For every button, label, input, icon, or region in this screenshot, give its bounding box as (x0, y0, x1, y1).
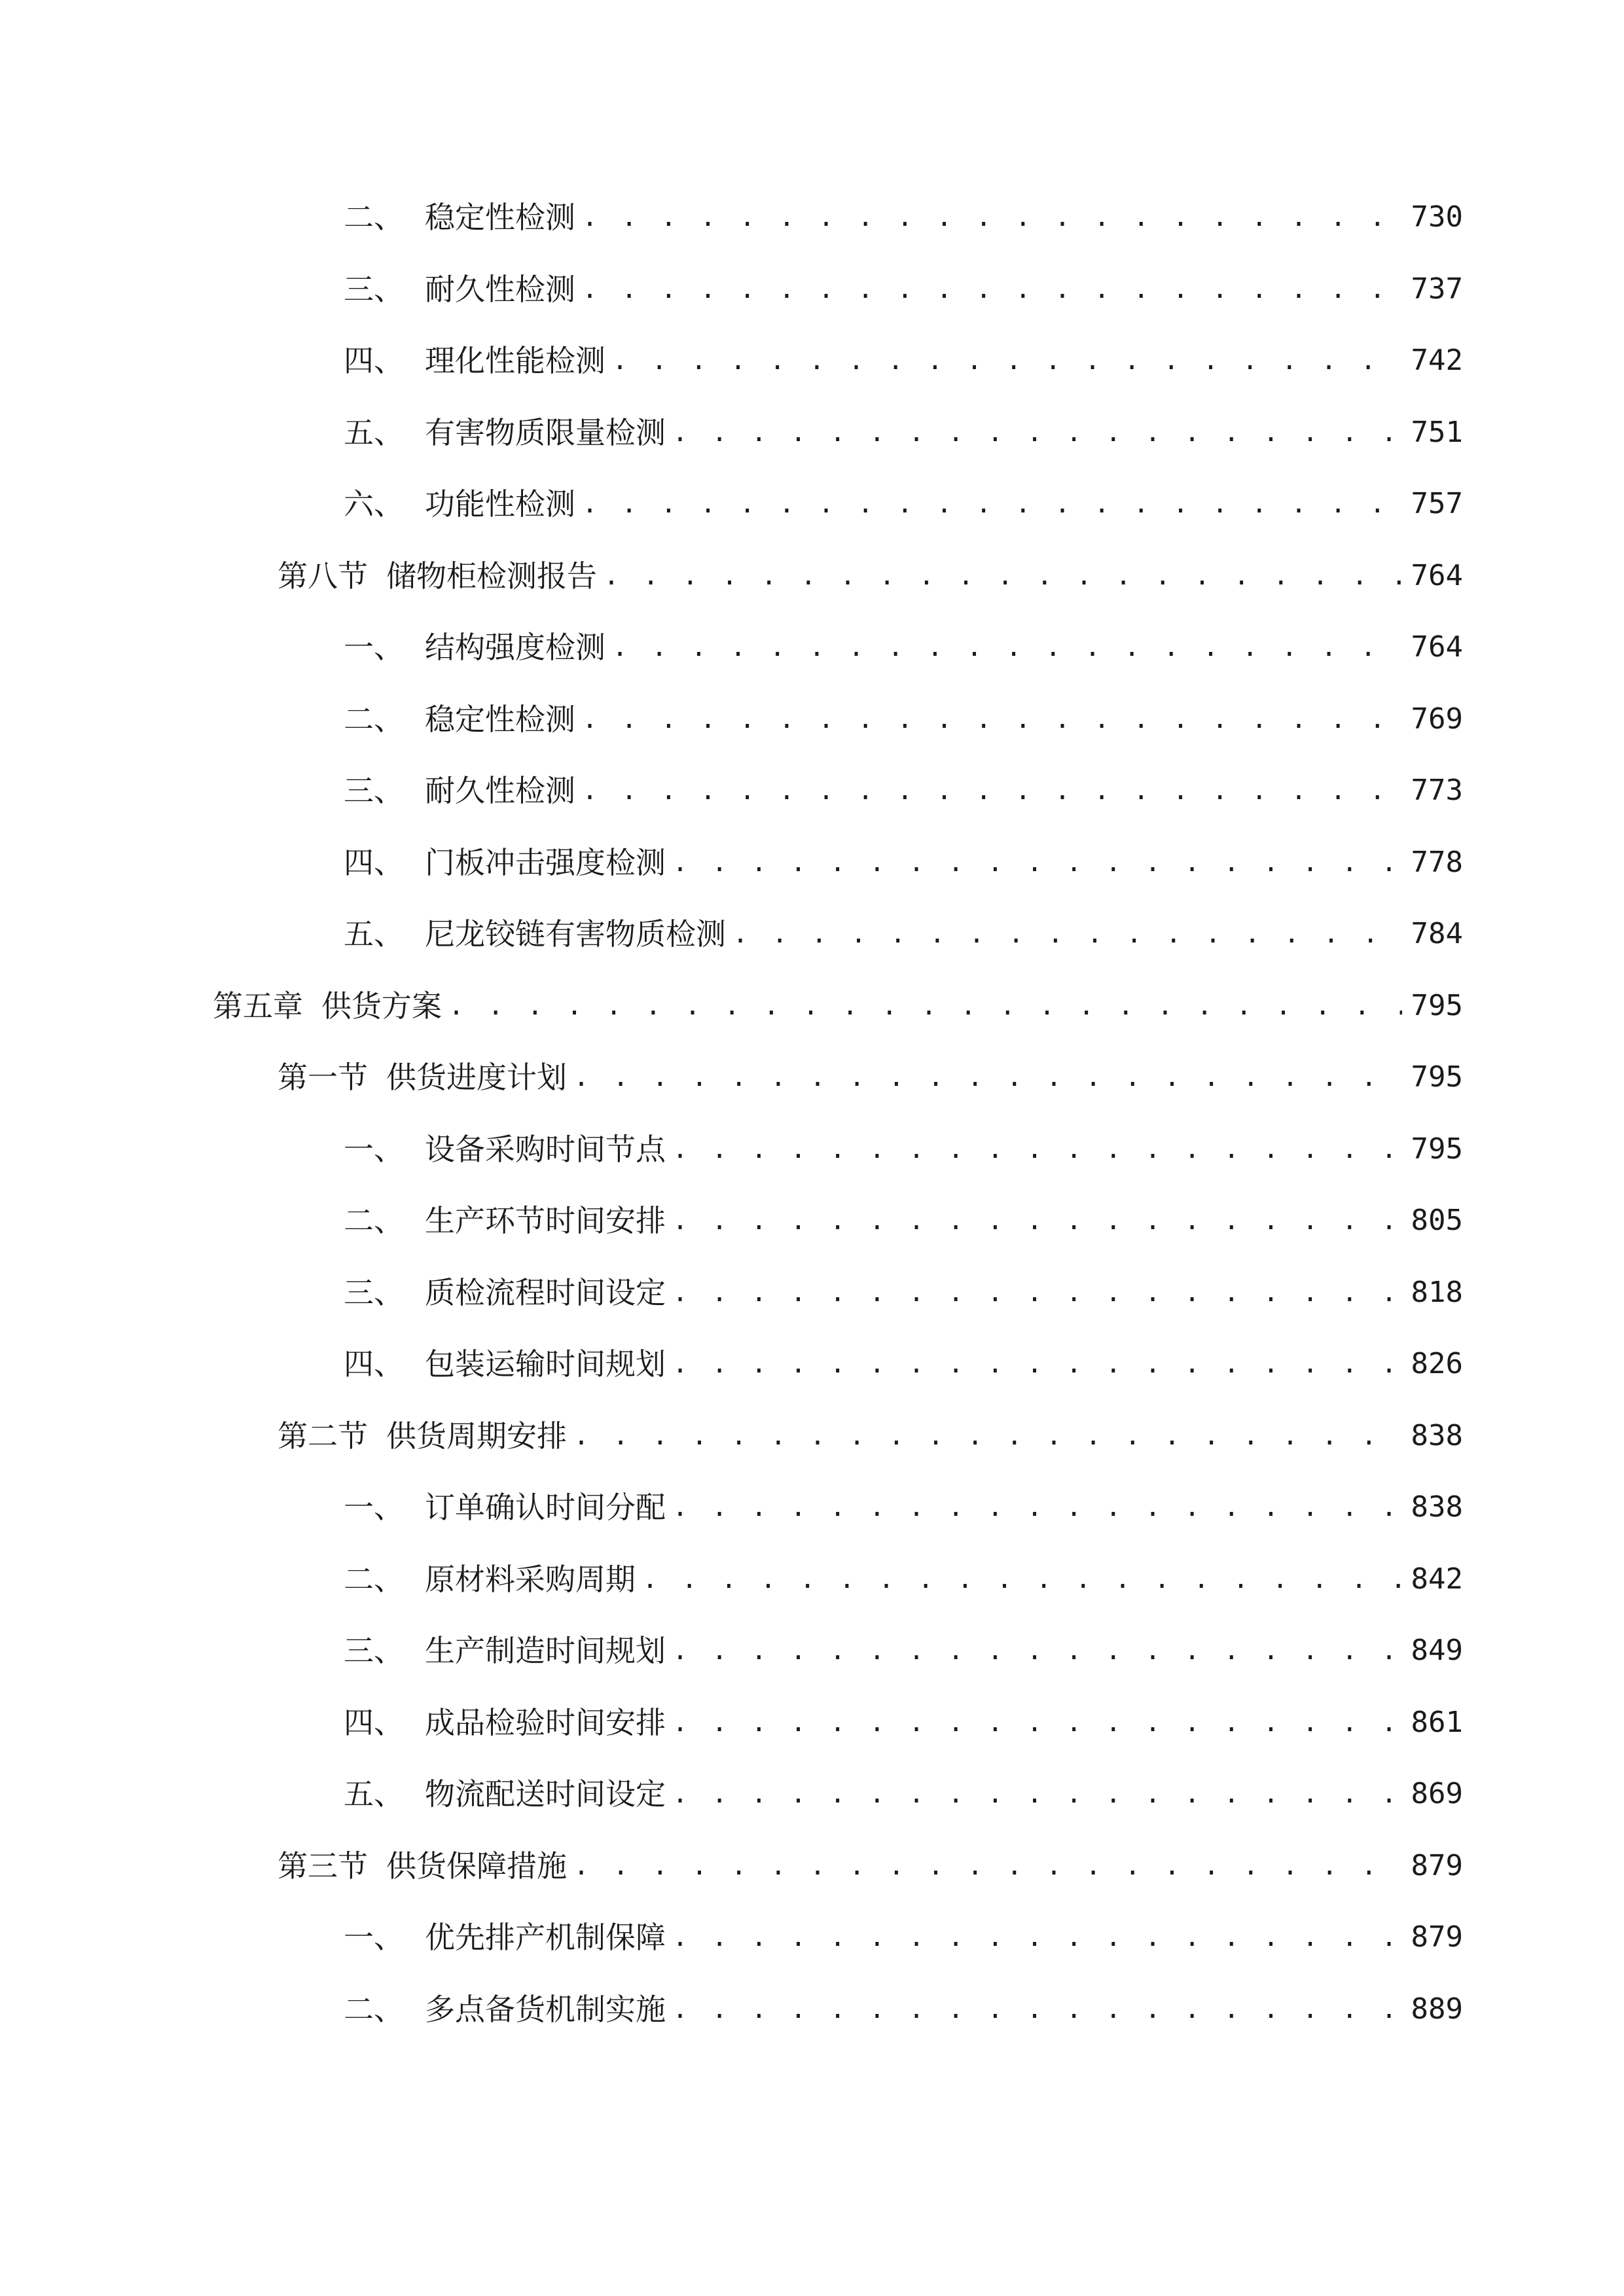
toc-entry-page: 764 (1411, 630, 1463, 664)
toc-entry-page: 784 (1411, 917, 1463, 950)
dot-leader (448, 980, 1402, 1032)
toc-entry-page: 769 (1411, 702, 1463, 736)
toc-entry-page: 879 (1411, 1920, 1463, 1954)
toc-entry[interactable] (344, 1911, 1463, 1964)
toc-entry[interactable] (278, 1410, 1463, 1462)
toc-entry-number: 三、 (344, 1275, 404, 1310)
toc-entry-title: 优先排产机制保障 (425, 1920, 666, 1955)
dot-leader (612, 621, 1402, 673)
dot-leader (672, 1266, 1402, 1319)
toc-entry-title: 生产制造时间规划 (425, 1633, 666, 1668)
toc-entry-title: 耐久性检测 (425, 773, 575, 808)
toc-entry-number: 二、 (344, 702, 404, 737)
dot-leader (604, 550, 1402, 602)
toc-entry-title: 成品检验时间安排 (425, 1705, 666, 1740)
toc-entry-number: 第八节 (278, 558, 368, 594)
toc-entry-page: 764 (1411, 559, 1463, 592)
toc-entry[interactable] (344, 1481, 1463, 1534)
toc-entry[interactable] (344, 1768, 1463, 1820)
toc-entry-number: 第二节 (278, 1418, 368, 1454)
toc-entry[interactable] (344, 1194, 1463, 1247)
toc-entry[interactable] (213, 980, 1463, 1032)
toc-entry-page: 751 (1411, 416, 1463, 449)
dot-leader (672, 406, 1402, 459)
toc-entry-title: 门板冲击强度检测 (425, 845, 666, 880)
toc-entry-title: 储物柜检测报告 (386, 558, 597, 594)
toc-entry-title: 理化性能检测 (425, 343, 605, 378)
toc-entry-page: 838 (1411, 1419, 1463, 1452)
toc-entry[interactable] (344, 263, 1463, 315)
toc-entry-number: 四、 (344, 845, 404, 880)
toc-entry[interactable] (278, 1051, 1463, 1103)
toc-entry[interactable] (344, 1123, 1463, 1175)
toc-entry-number: 四、 (344, 343, 404, 378)
toc-entry[interactable] (344, 764, 1463, 817)
toc-entry-page: 730 (1411, 200, 1463, 234)
toc-entry-title: 结构强度检测 (425, 630, 605, 665)
toc-entry[interactable] (344, 1266, 1463, 1319)
toc-entry-page: 849 (1411, 1634, 1463, 1667)
toc-entry-number: 一、 (344, 1490, 404, 1525)
toc-entry-number: 一、 (344, 1920, 404, 1955)
dot-leader (672, 1983, 1402, 2036)
toc-entry-page: 795 (1411, 1132, 1463, 1166)
toc-entry[interactable] (344, 1624, 1463, 1677)
dot-leader (573, 1410, 1402, 1462)
toc-entry[interactable] (344, 478, 1463, 530)
toc-entry[interactable] (344, 1983, 1463, 2036)
toc-entry-number: 二、 (344, 200, 404, 235)
toc-entry-number: 四、 (344, 1705, 404, 1740)
toc-entry-title: 稳定性检测 (425, 702, 575, 737)
dot-leader (612, 334, 1402, 387)
toc-entry[interactable] (344, 836, 1463, 889)
toc-entry[interactable] (344, 621, 1463, 673)
toc-entry-title: 供货方案 (321, 988, 442, 1024)
toc-entry-page: 861 (1411, 1706, 1463, 1739)
toc-entry-title: 订单确认时间分配 (425, 1490, 666, 1525)
toc-entry[interactable] (344, 406, 1463, 459)
toc-entry-title: 稳定性检测 (425, 200, 575, 235)
toc-entry-title: 功能性检测 (425, 486, 575, 522)
dot-leader (672, 836, 1402, 889)
toc-entry-number: 三、 (344, 1633, 404, 1668)
dot-leader (732, 908, 1402, 960)
toc-entry[interactable] (278, 1840, 1463, 1892)
toc-entry-number: 二、 (344, 1992, 404, 2027)
dot-leader (573, 1051, 1402, 1103)
dot-leader (582, 263, 1402, 315)
toc-entry-title: 尼龙铰链有害物质检测 (425, 916, 726, 952)
toc-entry[interactable] (344, 693, 1463, 745)
toc-entry-number: 三、 (344, 773, 404, 808)
toc-entry-page: 795 (1411, 989, 1463, 1022)
toc-entry-page: 879 (1411, 1849, 1463, 1882)
toc-entry-page: 805 (1411, 1204, 1463, 1237)
dot-leader (582, 191, 1402, 243)
dot-leader (573, 1840, 1402, 1892)
dot-leader (672, 1338, 1402, 1390)
toc-entry-title: 生产环节时间安排 (425, 1203, 666, 1238)
toc-entry-number: 第一节 (278, 1060, 368, 1095)
toc-entry-number: 一、 (344, 1132, 404, 1167)
toc-entry-page: 826 (1411, 1347, 1463, 1380)
toc-entry-page: 737 (1411, 272, 1463, 306)
toc-entry[interactable] (344, 1338, 1463, 1390)
dot-leader (582, 478, 1402, 530)
toc-entry-page: 742 (1411, 344, 1463, 377)
toc-entry-number: 三、 (344, 272, 404, 307)
toc-entry[interactable] (278, 550, 1463, 602)
toc-entry-page: 773 (1411, 774, 1463, 807)
toc-entry-page: 818 (1411, 1276, 1463, 1309)
toc-entry-page: 838 (1411, 1490, 1463, 1524)
toc-entry-title: 包装运输时间规划 (425, 1346, 666, 1382)
toc-entry-title: 多点备货机制实施 (425, 1992, 666, 2027)
toc-entry-title: 原材料采购周期 (425, 1562, 636, 1597)
toc-entry-page: 869 (1411, 1777, 1463, 1810)
dot-leader (672, 1194, 1402, 1247)
toc-entry-number: 一、 (344, 630, 404, 665)
dot-leader (672, 1911, 1402, 1964)
dot-leader (582, 764, 1402, 817)
dot-leader (672, 1123, 1402, 1175)
toc-entry-number: 四、 (344, 1346, 404, 1382)
toc-entry-number: 五、 (344, 916, 404, 952)
toc-entry[interactable] (344, 1553, 1463, 1605)
toc-entry-number: 五、 (344, 415, 404, 450)
dot-leader (672, 1481, 1402, 1534)
toc-entry-page: 889 (1411, 1992, 1463, 2026)
toc-entry-title: 供货进度计划 (386, 1060, 567, 1095)
toc-entry-number: 五、 (344, 1776, 404, 1812)
toc-entry-title: 有害物质限量检测 (425, 415, 666, 450)
toc-entry[interactable] (344, 1696, 1463, 1749)
toc-entry-page: 842 (1411, 1562, 1463, 1596)
toc-entry-title: 供货保障措施 (386, 1848, 567, 1884)
toc-entry-page: 795 (1411, 1060, 1463, 1094)
toc-entry-number: 第五章 (213, 988, 303, 1024)
dot-leader (582, 693, 1402, 745)
toc-entry-title: 物流配送时间设定 (425, 1776, 666, 1812)
toc-entry-number: 第三节 (278, 1848, 368, 1884)
toc-entry-page: 778 (1411, 846, 1463, 879)
toc-entry-title: 耐久性检测 (425, 272, 575, 307)
dot-leader (642, 1553, 1402, 1605)
toc-entry-number: 六、 (344, 486, 404, 522)
toc-entry[interactable] (344, 908, 1463, 960)
toc-entry-title: 设备采购时间节点 (425, 1132, 666, 1167)
toc-entry[interactable] (344, 334, 1463, 387)
toc-entry[interactable] (344, 191, 1463, 243)
toc-entry-number: 二、 (344, 1203, 404, 1238)
toc-entry-title: 质检流程时间设定 (425, 1275, 666, 1310)
dot-leader (672, 1768, 1402, 1820)
toc-entry-page: 757 (1411, 487, 1463, 520)
dot-leader (672, 1696, 1402, 1749)
toc-entry-number: 二、 (344, 1562, 404, 1597)
toc-entry-title: 供货周期安排 (386, 1418, 567, 1454)
dot-leader (672, 1624, 1402, 1677)
